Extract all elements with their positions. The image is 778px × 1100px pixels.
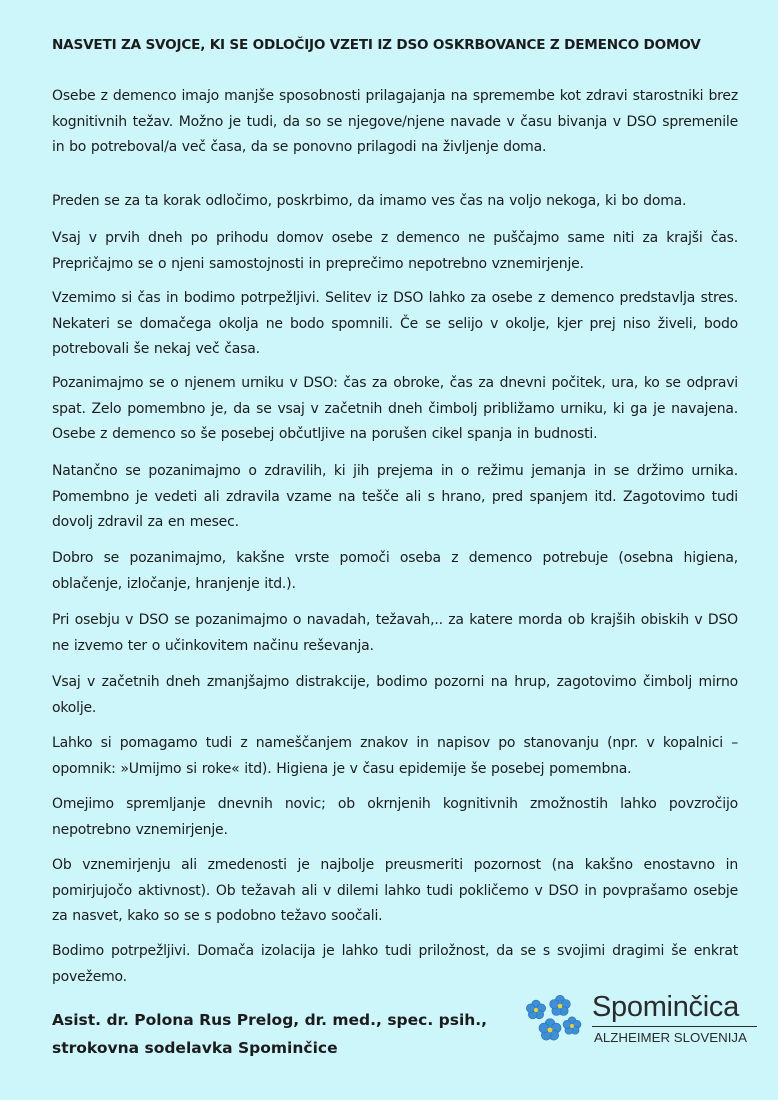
paragraph-care-needs: Dobro se pozanimajmo, kakšne vrste pomoči oseba z demenco potrebuje (osebna higiena, oblačenje, izločanje, hranjenje itd.). <box>52 550 738 592</box>
paragraph-not-alone: Vsaj v prvih dneh po prihodu domov osebe z demenco ne puščajmo same niti za krajši čas. Prepričajmo se o njeni samostojnosti in preprečimo nepotrebno vznemirjenje. <box>52 230 738 272</box>
paragraph-someone-home: Preden se za ta korak odločimo, poskrbimo, da imamo ves čas na voljo nekoga, ki bo doma. <box>52 193 687 209</box>
flower-petal <box>539 1023 549 1033</box>
flower-3 <box>539 1019 561 1041</box>
flower-center <box>570 1024 574 1028</box>
paragraph-staff-habits: Pri osebju v DSO se pozanimajmo o navadah, težavah,.. za katere morda ob krajših obiskih v DSO ne izvemo ter o učinkovitem načinu reševanja. <box>52 612 738 654</box>
flower-petal <box>563 1020 571 1028</box>
paragraph-medication: Natančno se pozanimajmo o zdravilih, ki jih prejema in o režimu jemanja in se držimo urnika. Pomembno je vedeti ali zdravila vzame na tešče ali s hrano, pred spanjem itd. Zagotovimo tudi dovolj zdravil za en mesec. <box>52 463 738 530</box>
paragraph-patience: Vzemimo si čas in bodimo potrpežljivi. Selitev iz DSO lahko za osebe z demenco predstavlja stres. Nekateri se domačega okolja ne bodo spomnili. Če se selijo v okolje, kjer prej niso živeli, bodo potrebovali še nekaj več časa. <box>52 290 738 357</box>
paragraph-isolation: Bodimo potrpežljivi. Domača izolacija je lahko tudi priložnost, da se s svojimi dragimi še enkrat povežemo. <box>52 943 738 985</box>
flower-petal <box>526 1004 535 1013</box>
author-role: strokovna sodelavka Spominčice <box>52 1039 338 1057</box>
logo-name: Spominčica <box>592 991 739 1023</box>
flower-center <box>558 1004 563 1009</box>
flower-4 <box>563 1017 581 1034</box>
logo-subtitle: ALZHEIMER SLOVENIJA <box>594 1030 747 1045</box>
paragraph-redirect: Ob vznemirjenju ali zmedenosti je najbolje preusmeriti pozornost (na kakšno enostavno in pomirjujočo aktivnost). Ob težavah ali v dilemi lahko tudi pokličemo v DSO in povprašamo osebje za nasvet, kako so se s podobno težavo soočali. <box>52 857 738 924</box>
paragraph-signs: Lahko si pomagamo tudi z nameščanjem znakov in napisov po stanovanju (npr. v kopalnici – opomnik: »Umijmo si roke« itd). Higiena je v času epidemije še posebej pomembna. <box>52 735 738 777</box>
spomincica-logo <box>520 990 760 1050</box>
logo-divider <box>592 1026 757 1027</box>
document-title: NASVETI ZA SVOJCE, KI SE ODLOČIJO VZETI IZ DSO OSKRBOVANCE Z DEMENCO DOMOV <box>52 37 701 53</box>
flower-center <box>548 1028 553 1033</box>
author-signature <box>52 1006 522 1062</box>
flower-center <box>534 1008 538 1012</box>
author-name: Asist. dr. Polona Rus Prelog, dr. med., spec. psih., <box>52 1011 488 1029</box>
flower-petal <box>550 1000 559 1009</box>
paragraph-distractions: Vsaj v začetnih dneh zmanjšajmo distrakcije, bodimo pozorni na hrup, zagotovimo čimbolj mirno okolje. <box>52 674 738 716</box>
paragraph-news: Omejimo spremljanje dnevnih novic; ob okrnjenih kognitivnih zmožnostih lahko povzročijo nepotrebno vznemirjenje. <box>52 796 738 838</box>
forget-me-not-flowers-icon <box>520 990 592 1050</box>
paragraph-schedule: Pozanimajmo se o njenem urniku v DSO: čas za obroke, čas za dnevni počitek, ura, ko se odpravi spat. Zelo pomembno je, da se vsaj v začetnih dneh čimbolj približamo urniku, ki ga je navajena. Osebe z demenco so še posebej občutljive na porušen cikel spanja in budnosti. <box>52 375 738 442</box>
flower-2 <box>550 995 571 1015</box>
flower-1 <box>526 1000 545 1019</box>
paragraph-intro: Osebe z demenco imajo manjše sposobnosti prilagajanja na spremembe kot zdravi starostniki brez kognitivnih težav. Možno je tudi, da so se njegove/njene navade v času bivanja v DSO spremenile in bo potreboval/a več časa, da se ponovno prilagodi na življenje doma. <box>52 88 738 155</box>
